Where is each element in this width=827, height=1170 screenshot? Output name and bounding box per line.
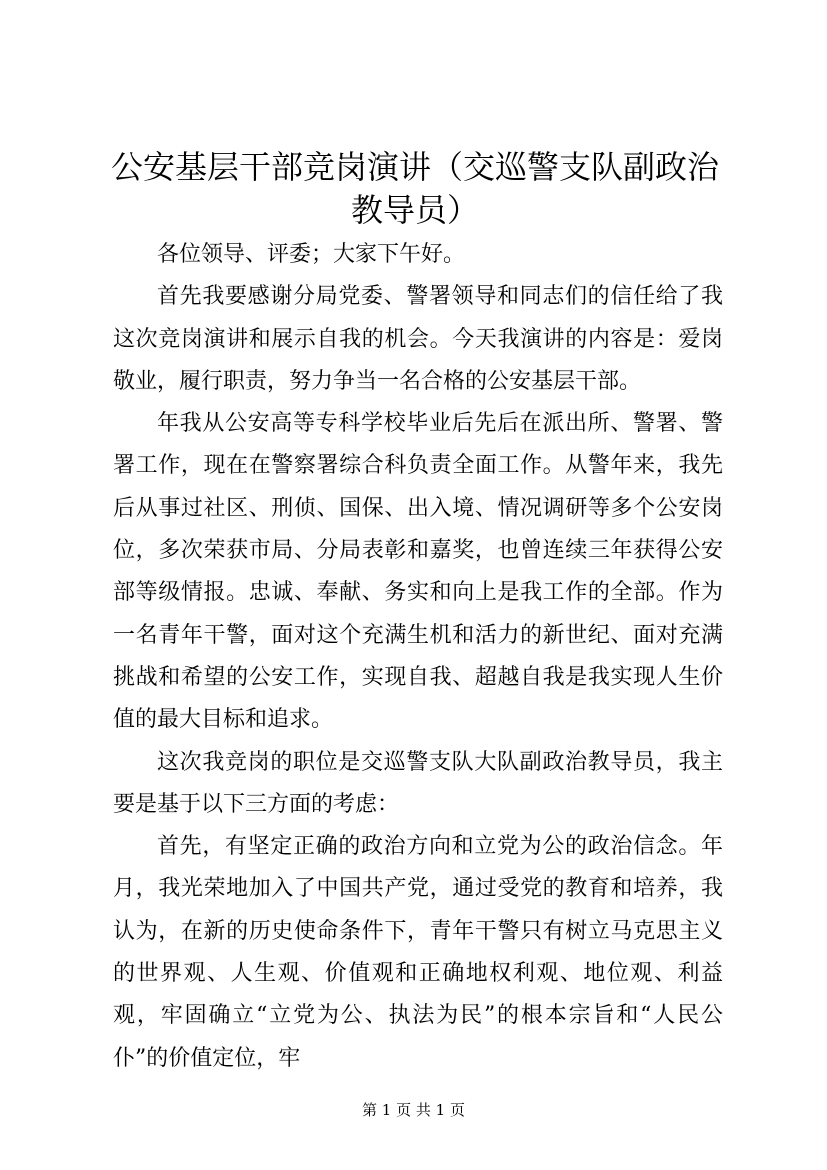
paragraph-greeting: 各位领导、评委；大家下午好。 [157,242,466,267]
paragraph-thanks: 首先我要感谢分局党委、警署领导和同志们的信任给了我这次竞岗演讲和展示自我的机会。今天我演讲的内容是：爱岗敬业，履行职责，努力争当一名合格的公安基层干部。 [113,284,723,394]
paragraph-first-reason: 首先，有坚定正确的政治方向和立党为公的政治信念。年月，我光荣地加入了中国共产党，通过受党的教育和培养，我认为，在新的历史使命条件下，青年干警只有树立马克思主义的世界观、人生观、价值观和正确地权利观、地位观、利益观，牢固确立“立党为公、执法为民”的根本宗旨和“人民公仆”的价值定位，牢 [113,834,723,1071]
paragraph-background: 年我从公安高等专科学校毕业后先后在派出所、警署、警署工作，现在在警察署综合科负责全面工作。从警年来，我先后从事过社区、刑侦、国保、出入境、情况调研等多个公安岗位，多次荣获市局、分局表彰和嘉奖，也曾连续三年获得公安部等级情报。忠诚、奉献、务实和向上是我工作的全部。作为一名青年干警，面对这个充满生机和活力的新世纪、面对充满挑战和希望的公安工作，实现自我、超越自我是我实现人生价值的最大目标和追求。 [113,411,723,733]
document-body [113,234,723,1080]
page-footer: 第 1 页 共 1 页 [362,1101,465,1119]
paragraph-position: 这次我竞岗的职位是交巡警支队大队副政治教导员，我主要是基于以下三方面的考虑： [113,749,723,817]
document-title: 公安基层干部竞岗演讲（交巡警支队副政治教导员） [110,148,719,229]
